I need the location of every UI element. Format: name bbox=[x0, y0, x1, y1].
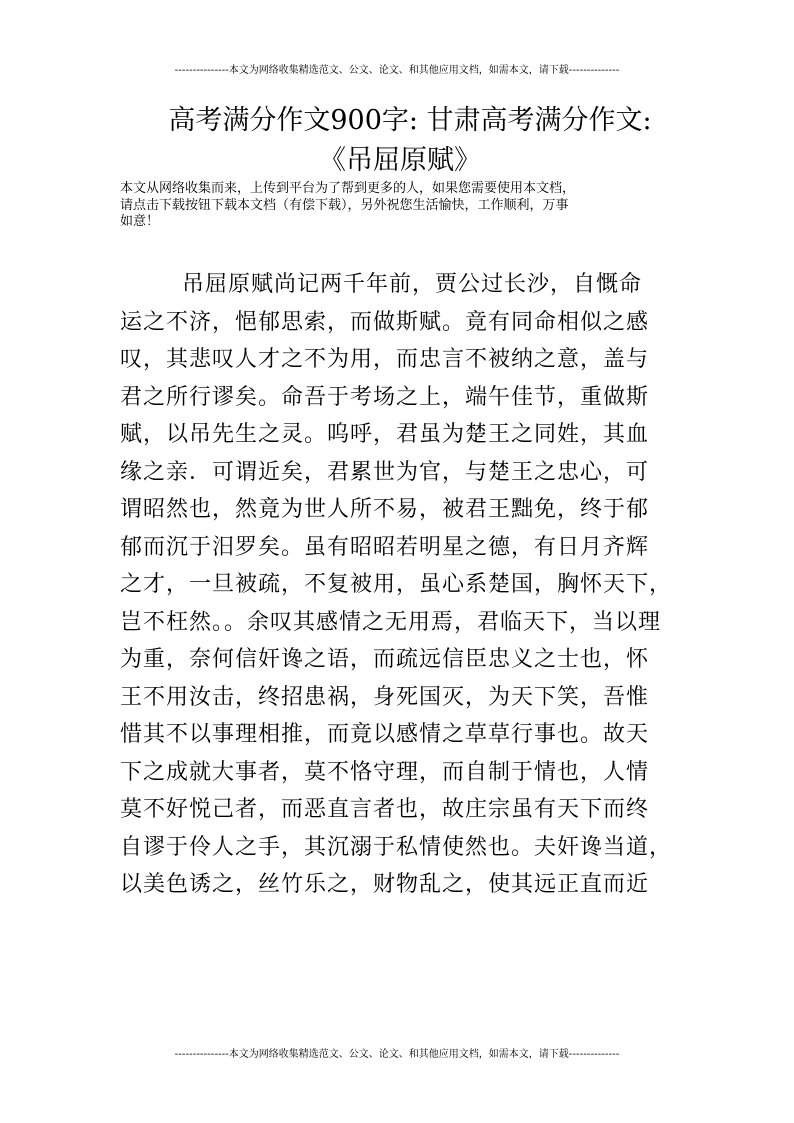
essay-line: 叹，其悲叹人才之不为用，而忠言不被纳之意，盖与 bbox=[120, 347, 650, 372]
essay-line: 惜其不以事理相推，而竟以感情之草草行事也。故天 bbox=[120, 722, 650, 747]
page-footer: ---------------本文为网络收集精选范文、公文、论文、和其他应用文档，如需本文，请下载-------------- bbox=[174, 1049, 620, 1060]
intro-line: 请点击下载按钮下载本文档（有偿下载），另外祝您生活愉快，工作顺利，万事 bbox=[120, 197, 569, 213]
essay-line: 自谬于伶人之手，其沉溺于私情使然也。夫奸谗当道， bbox=[120, 834, 673, 860]
essay-line: 莫不好悦己者，而恶直言者也，故庄宗虽有天下而终 bbox=[120, 797, 650, 822]
essay-line: 以美色诱之，丝竹乐之，财物乱之，使其远正直而近 bbox=[120, 872, 650, 897]
intro-line: 本文从网络收集而来，上传到平台为了帮到更多的人，如果您需要使用本文档， bbox=[120, 181, 576, 196]
document-title-line-2: 《吊屈原赋》 bbox=[319, 145, 481, 176]
essay-line: 吊屈原赋尚记两千年前，贾公过长沙，自慨命 bbox=[182, 272, 643, 297]
essay-line: 缘之亲．可谓近矣，君累世为官，与楚王之忠心，可 bbox=[120, 459, 650, 485]
essay-line: 岂不枉然。。余叹其感情之无用焉，君临天下，当以理 bbox=[120, 609, 662, 635]
essay-line: 之才，一旦被疏，不复被用，虽心系楚国，胸怀天下， bbox=[120, 572, 673, 597]
essay-line: 君之所行谬矣。命吾于考场之上，端午佳节，重做斯 bbox=[120, 384, 650, 410]
essay-line: 下之成就大事者，莫不恪守理，而自制于情也，人情 bbox=[120, 759, 650, 785]
intro-paragraph bbox=[120, 181, 680, 231]
essay-line: 运之不济，悒郁思索，而做斯赋。竟有同命相似之感 bbox=[120, 309, 650, 335]
essay-line: 郁而沉于汨罗矣。虽有昭昭若明星之德，有日月齐辉 bbox=[120, 534, 650, 560]
page-header: ---------------本文为网络收集精选范文、公文、论文、和其他应用文档，如需本文，请下载-------------- bbox=[174, 65, 620, 76]
essay-line: 谓昭然也，然竟为世人所不易，被君王黜免，终于郁 bbox=[120, 497, 650, 522]
essay-line: 王不用汝击，终招患祸，身死国灭，为天下笑，吾惟 bbox=[120, 684, 650, 710]
essay-body bbox=[120, 266, 680, 904]
essay-line: 赋，以吊先生之灵。呜呼，君虽为楚王之同姓，其血 bbox=[120, 422, 650, 447]
intro-line: 如意！ bbox=[120, 214, 160, 229]
essay-line: 为重，奈何信奸谗之语，而疏远信臣忠义之士也，怀 bbox=[120, 647, 650, 672]
document-title-line-1: 高考满分作文900字: 甘肃高考满分作文: bbox=[168, 105, 652, 136]
